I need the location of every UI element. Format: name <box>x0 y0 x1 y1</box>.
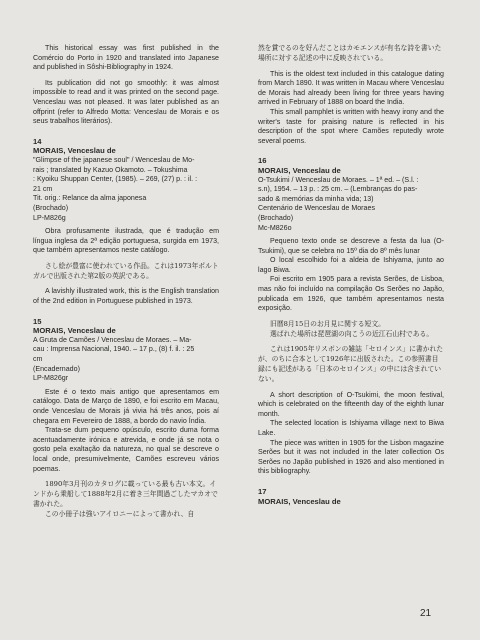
entry-desc-en: This is the oldest text included in this catalogue dating from March 1890. It was written in Macau where Venceslau de Morais had already been living for three years having arrived in February of 1888 on board the India. <box>258 69 444 107</box>
entry-desc-jp-2: 選ばれた場所は琵琶湖の向こうの近江石山村である。 <box>270 329 434 338</box>
entry-line: 21 cm <box>33 184 53 193</box>
entry-line: O-Tsukimi / Wenceslau de Moraes. – 1ª ed. – (S.l. : <box>258 175 419 184</box>
call-number: LP-M826g <box>33 213 66 222</box>
entry-16 <box>258 156 444 477</box>
entry-line: Tit. orig.: Relance da alma japonesa <box>33 194 147 203</box>
entry-line: (Brochado) <box>258 213 294 222</box>
entry-desc-en: A short description of O-Tsukimi, the moon festival, which is celebrated on the fifteenth day of the eighth lunar month. <box>258 390 444 418</box>
entry-desc-en: A lavishly illustrated work, this is the English translation of the 2nd edition in Portuguese published in 1973. <box>33 287 219 306</box>
entry-line: cau : Imprensa Nacional, 1940. – 17 p., (8) f. il. : 25 <box>33 345 195 354</box>
entry-desc-jp-2: この小冊子は強いアイロニーによって書かれ、自 <box>45 509 195 518</box>
page-number: 21 <box>420 608 432 619</box>
entry-desc-pt-2: O local escolhido foi a aldeia de Ishiyama, junto ao lago Biwa. <box>258 256 444 274</box>
entry-desc-jp: さし絵が豊富に使われている作品。これは1973年ポルトガルで出版された第2版の英訳である。 <box>33 261 219 280</box>
entry-number: 15 <box>33 316 42 326</box>
entry-desc-pt: Este é o texto mais antigo que apresentamos em catálogo. Data de Março de 1890, e foi escrito em Macau, onde Venceslau de Morais já vivia há três anos, pois aí chegara em Fevereiro de 1888, a bordo do navio Índia. <box>33 387 219 425</box>
entry-desc-jp: 1890年3月刊のカタログに載っている最も古い本文。インドから乗船して1888年2月に着き三年間過ごしたマカオで書かれた。 <box>33 480 218 508</box>
left-column <box>33 44 219 525</box>
entry-desc-pt: Pequeno texto onde se descreve a festa da lua (O-Tsukimi), que se celebra no 15º dia do 8º mês lunar <box>258 237 444 255</box>
entry-desc-pt-2: Trata-se dum pequeno opúsculo, escrito duma forma acentuadamente irónica e atrevida, e onde já se nota o gosto pela exaltação da natureza, no qual se descreve o local onde, presumivelmente, Camões escreveu vários poemas. <box>33 426 219 473</box>
entry-author: MORAIS, Venceslau de <box>33 146 116 156</box>
entry-line: sado & memórias da minha vida; 13) <box>258 194 374 203</box>
entry-desc-pt-3: Foi escrito em 1905 para a revista Serões, de Lisboa, mas não foi incluído na compilação Os Serões no Japão, publicada em 1926, que também apresentamos nesta exposição. <box>258 275 444 313</box>
entry-author: MORAIS, Venceslau de <box>258 165 341 175</box>
entry-desc-jp: 旧暦8月15日のお月見に関する短文。 <box>270 319 385 328</box>
entry-desc-pt: Obra profusamente ilustrada, que é tradução em língua inglesa da 2ª edição portuguesa, surgida em 1973, que também apresentamos neste catálogo. <box>33 227 219 255</box>
entry-desc-en-2: The selected location is Ishiyama village next to Biwa Lake. <box>258 419 444 437</box>
entry-desc-jp-continued: 然を賞でるのを好んだことはカモエンスが有名な詩を書いた場所に対する記述の中に反映されている。 <box>258 44 442 62</box>
entry-desc-en-3: The piece was written in 1905 for the Lisbon magazine Serões but it was not included in the later collection Os Serões no Japão published in 1926 and also mentioned in this bibliography. <box>258 438 444 476</box>
entry-line: (Brochado) <box>33 203 69 212</box>
entry-author: MORAIS, Venceslau de <box>258 496 341 506</box>
entry-number: 17 <box>258 486 267 496</box>
entry-line: A Gruta de Camões / Venceslau de Moraes. – Ma- <box>33 335 192 344</box>
call-number: Mc-M826o <box>258 223 292 232</box>
right-column <box>258 44 444 506</box>
entry-line: rais ; translated by Kazuo Okamoto. – Tokushima <box>33 165 188 174</box>
entry-line: "Glimpse of the japanese soul" / Wenceslau de Mo- <box>33 155 195 164</box>
entry-line: s.n), 1954. – 13 p. : 25 cm. – (Lembranças do pas- <box>258 185 418 194</box>
entry-desc-jp-3: これは1905年リスボンの雑誌「セロインス」に書かれたが、のちに合本として1926年に出版された。この参照書目録にも記述がある「日本のセロインス」の中には含まれていない。 <box>258 345 444 383</box>
entry-number: 16 <box>258 156 267 166</box>
entry-line: cm <box>33 355 43 364</box>
call-number: LP-M826gr <box>33 374 69 383</box>
entry-17 <box>258 487 444 506</box>
entry-desc-en-2: This small pamphlet is written with heavy irony and the writer's taste for praising nature is reflected in his description of the spot where Camões reputedly wrote several poems. <box>258 107 444 145</box>
entry-15 <box>33 317 219 520</box>
entry-line: Centenário de Wenceslau de Moraes <box>258 204 375 213</box>
entry-number: 14 <box>33 136 42 146</box>
entry-line: (Encadernado) <box>33 364 80 373</box>
entry-author: MORAIS, Venceslau de <box>33 326 116 336</box>
entry-14 <box>33 137 219 307</box>
intro-paragraph-en: This historical essay was first published in the Comércio do Porto in 1920 and translated into Japanese and published in Sôshi-Bibliography in 1924. <box>33 44 219 72</box>
intro-paragraph-en-2: Its publication did not go smoothly: it was almost impossible to read and it was printed on the second page. Venceslau was not pleased. It was later published as an offprint (refer to Alfredo Motta: Venceslau de Morais e os seus trabalhos literários). <box>33 78 219 126</box>
entry-line: : Kyoiku Shuppan Center, (1985). – 269, (27) p. : il. : <box>33 175 198 184</box>
